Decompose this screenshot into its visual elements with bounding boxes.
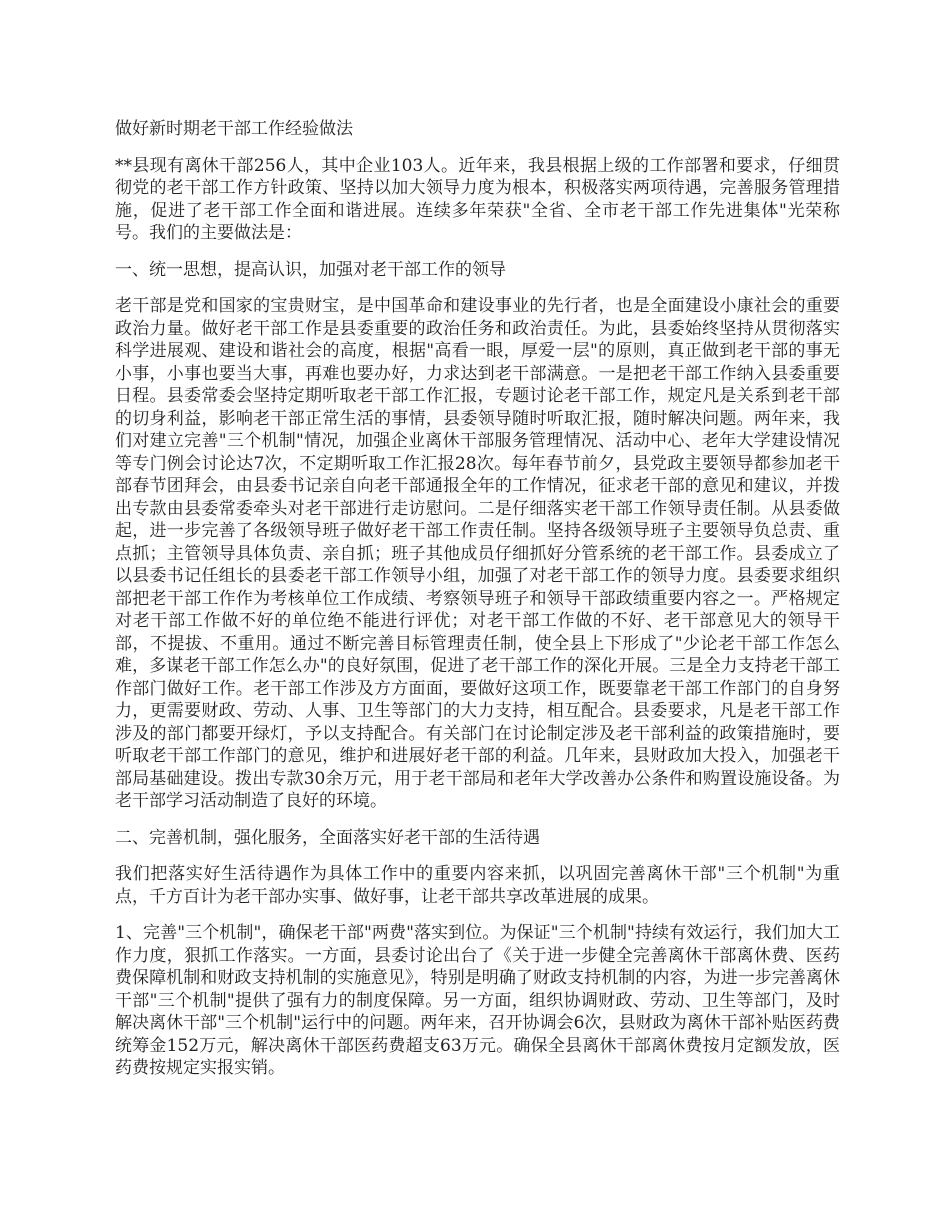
- section-heading-2: 二、完善机制，强化服务，全面落实好老干部的生活待遇: [115, 827, 540, 848]
- document-body: [115, 155, 840, 1080]
- document-page: [115, 118, 840, 1094]
- section-heading-1: 一、统一思想，提高认识，加强对老干部工作的领导: [115, 259, 506, 280]
- section-1-paragraph: 老干部是党和国家的宝贵财宝，是中国革命和建设事业的先行者，也是全面建设小康社会的重要政治力量。做好老干部工作是县委重要的政治任务和政治责任。为此，县委始终坚持从贯彻落实科学进展观、建设和谐社会的高度，根据"高看一眼，厚爱一层"的原则，真正做到老干部的事无小事，小事也要当大事，再难也要办好，力求达到老干部满意。一是把老干部工作纳入县委重要日程。县委常委会坚持定期听取老干部工作汇报，专题讨论老干部工作，规定凡是关系到老干部的切身利益，影响老干部正常生活的事情，县委领导随时听取汇报，随时解决问题。两年来，我们对建立完善"三个机制"情况，加强企业离休干部服务管理情况、活动中心、老年大学建设情况等专门例会讨论达7次，不定期听取工作汇报28次。每年春节前夕，县党政主要领导都参加老干部春节团拜会，由县委书记亲自向老干部通报全年的工作情况，征求老干部的意见和建议，并拨出专款由县委常委牵头对老干部进行走访慰问。二是仔细落实老干部工作领导责任制。从县委做起，进一步完善了各级领导班子做好老干部工作责任制。坚持各级领导班子主要领导负总责、重点抓；主管领导具体负责、亲自抓；班子其他成员仔细抓好分管系统的老干部工作。县委成立了以县委书记任组长的县委老干部工作领导小组，加强了对老干部工作的领导力度。县委要求组织部把老干部工作作为考核单位工作成绩、考察领导班子和领导干部政绩重要内容之一。严格规定对老干部工作做不好的单位绝不能进行评优；对老干部工作做的不好、老干部意见大的领导干部，不提拔、不重用。通过不断完善目标管理责任制，使全县上下形成了"少论老干部工作怎么难，多谋老干部工作怎么办"的良好氛围，促进了老干部工作的深化开展。三是全力支持老干部工作部门做好工作。老干部工作涉及方方面面，要做好这项工作，既要靠老干部工作部门的自身努力，更需要财政、劳动、人事、卫生等部门的大力支持，相互配合。县委要求，凡是老干部工作涉及的部门都要开绿灯，予以支持配合。有关部门在讨论制定涉及老干部利益的政策措施时，要听取老干部工作部门的意见，维护和进展好老干部的利益。几年来，县财政加大投入，加强老干部局基础建设。拨出专款30余万元，用于老干部局和老年大学改善办公条件和购置设施设备。为老干部学习活动制造了良好的环境。: [115, 296, 840, 811]
- section-2-intro-paragraph: 我们把落实好生活待遇作为具体工作中的重要内容来抓，以巩固完善离休干部"三个机制"为重点，千方百计为老干部办实事、做好事，让老干部共享改革进展的成果。: [115, 864, 840, 907]
- intro-paragraph: **县现有离休干部256人，其中企业103人。近年来，我县根据上级的工作部署和要求，仔细贯彻党的老干部工作方针政策、坚持以加大领导力度为根本，积极落实两项待遇，完善服务管理措施，促进了老干部工作全面和谐进展。连续多年荣获"全省、全市老干部工作先进集体"光荣称号。我们的主要做法是：: [115, 155, 840, 243]
- section-2-item-1-paragraph: 1、完善"三个机制"，确保老干部"两费"落实到位。为保证"三个机制"持续有效运行，我们加大工作力度，狠抓工作落实。一方面，县委讨论出台了《关于进一步健全完善离休干部离休费、医药费保障机制和财政支持机制的实施意见》，特别是明确了财政支持机制的内容，为进一步完善离休干部"三个机制"提供了强有力的制度保障。另一方面，组织协调财政、劳动、卫生等部门，及时解决离休干部"三个机制"运行中的问题。两年来，召开协调会6次，县财政为离休干部补贴医药费统筹金152万元，解决离休干部医药费超支63万元。确保全县离休干部离休费按月定额发放，医药费按规定实报实销。: [115, 923, 840, 1078]
- document-title: 做好新时期老干部工作经验做法: [115, 119, 353, 139]
